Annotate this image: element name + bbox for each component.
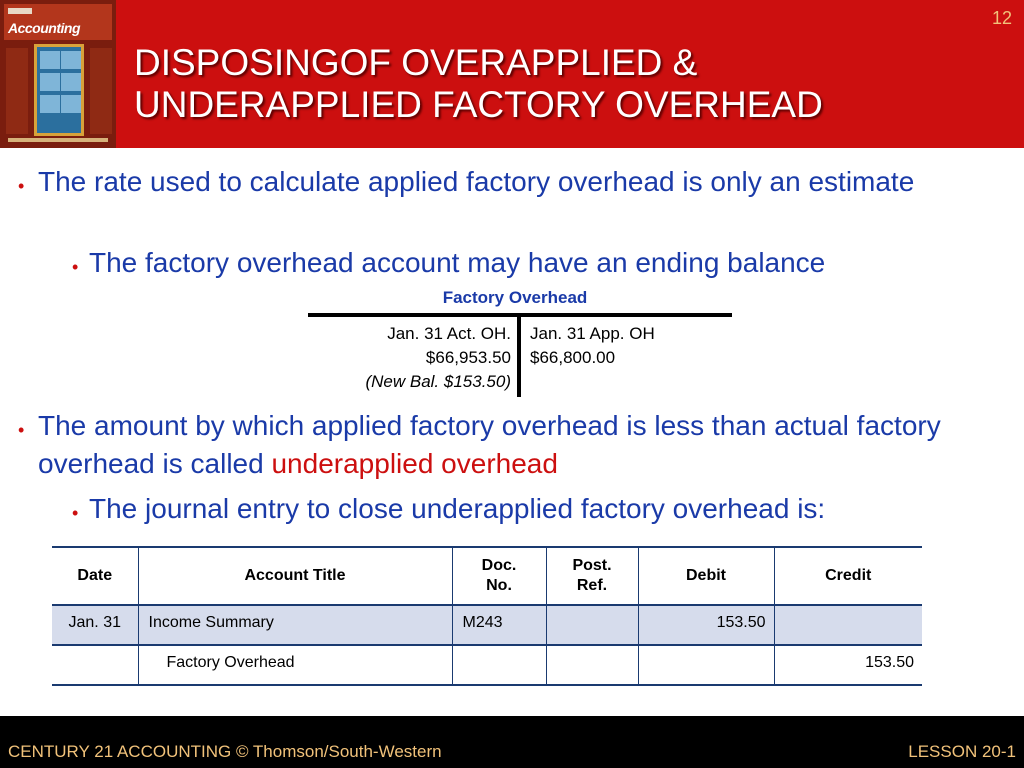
- bullet-text: The journal entry to close underapplied factory overhead is:: [89, 493, 826, 524]
- cell-account: Income Summary: [138, 605, 452, 645]
- cell-credit: 153.50: [774, 645, 922, 685]
- cover-brand-text: Accounting: [8, 20, 80, 36]
- header-date: Date: [52, 547, 138, 605]
- t-account-vertical-rule: [517, 313, 521, 397]
- bullet-text: The factory overhead account may have an ending balance: [89, 247, 826, 278]
- window-pane: [40, 95, 60, 113]
- cell-debit: 153.50: [638, 605, 774, 645]
- bullet-underapplied-definition: [16, 407, 1006, 483]
- subbullet-ending-balance: [72, 244, 1022, 282]
- cover-edition-tag: [8, 8, 32, 14]
- header-debit: Debit: [638, 547, 774, 605]
- header-doc-line2: No.: [486, 577, 512, 594]
- header-account-title: Account Title: [138, 547, 452, 605]
- footer-lesson-number: LESSON 20-1: [908, 742, 1016, 761]
- cell-debit: [638, 645, 774, 685]
- table-row: [52, 605, 922, 645]
- highlight-term: underapplied overhead: [271, 448, 558, 479]
- header-post-ref: [546, 547, 638, 605]
- footer-course-credit: CENTURY 21 ACCOUNTING © Thomson/South-Western: [8, 742, 442, 761]
- journal-header-row: [52, 547, 922, 605]
- t-account-title: Factory Overhead: [442, 288, 588, 307]
- slide-footer: [0, 716, 1024, 768]
- cell-doc: M243: [452, 605, 546, 645]
- cover-panel-left: [6, 48, 28, 134]
- table-row: [52, 645, 922, 685]
- bullet-text: [16, 407, 1006, 483]
- cover-bottom-strip: [8, 138, 108, 142]
- t-account-credit-side: [530, 322, 655, 370]
- header-credit: Credit: [774, 547, 922, 605]
- t-credit-line2: $66,800.00: [530, 348, 616, 367]
- header-post-line1: Post.: [572, 557, 612, 574]
- header-doc-line1: Doc.: [481, 557, 517, 574]
- journal-entry-table: [52, 546, 922, 686]
- slide-title: [134, 42, 994, 126]
- cell-credit: [774, 605, 922, 645]
- t-debit-line2: $66,953.50: [425, 348, 511, 367]
- bullet-dot: •: [72, 257, 79, 277]
- header-doc-no: [452, 547, 546, 605]
- cell-doc: [452, 645, 546, 685]
- bullet-dot: •: [18, 176, 25, 196]
- cell-date: Jan. 31: [52, 605, 138, 645]
- t-debit-line1: Jan. 31 Act. OH.: [387, 324, 511, 343]
- t-debit-new-balance: (New Bal. $153.50): [365, 372, 511, 391]
- bullet-dot: •: [18, 420, 25, 440]
- cover-window-illustration: [34, 44, 84, 136]
- window-pane: [40, 51, 60, 69]
- bullet-text: The rate used to calculate applied factory overhead is only an estimate: [38, 166, 915, 197]
- t-credit-line1: Jan. 31 App. OH: [530, 324, 655, 343]
- bullet-dot: •: [72, 503, 79, 523]
- slide-title-line1: DISPOSINGOF OVERAPPLIED &: [134, 42, 698, 83]
- bullet-text-prefix: The amount by which applied factory overhead is less than actual factory overhead is called: [38, 410, 941, 479]
- header-post-line2: Ref.: [576, 577, 608, 594]
- cover-panel-right: [90, 48, 112, 134]
- cell-post-ref: [546, 605, 638, 645]
- subbullet-journal-entry: [72, 490, 1022, 528]
- slide-number: 12: [991, 8, 1012, 28]
- window-pane: [40, 73, 60, 91]
- cell-post-ref: [546, 645, 638, 685]
- bullet-rate-estimate: [16, 163, 1006, 201]
- cell-account: Factory Overhead: [138, 645, 452, 685]
- slide-header: [0, 0, 1024, 148]
- window-pane: [61, 51, 81, 69]
- textbook-cover-image: [0, 0, 116, 148]
- window-pane: [61, 73, 81, 91]
- window-pane: [61, 95, 81, 113]
- t-account-debit-side: [365, 322, 511, 394]
- slide-title-line2: UNDERAPPLIED FACTORY OVERHEAD: [134, 84, 823, 125]
- cell-date: [52, 645, 138, 685]
